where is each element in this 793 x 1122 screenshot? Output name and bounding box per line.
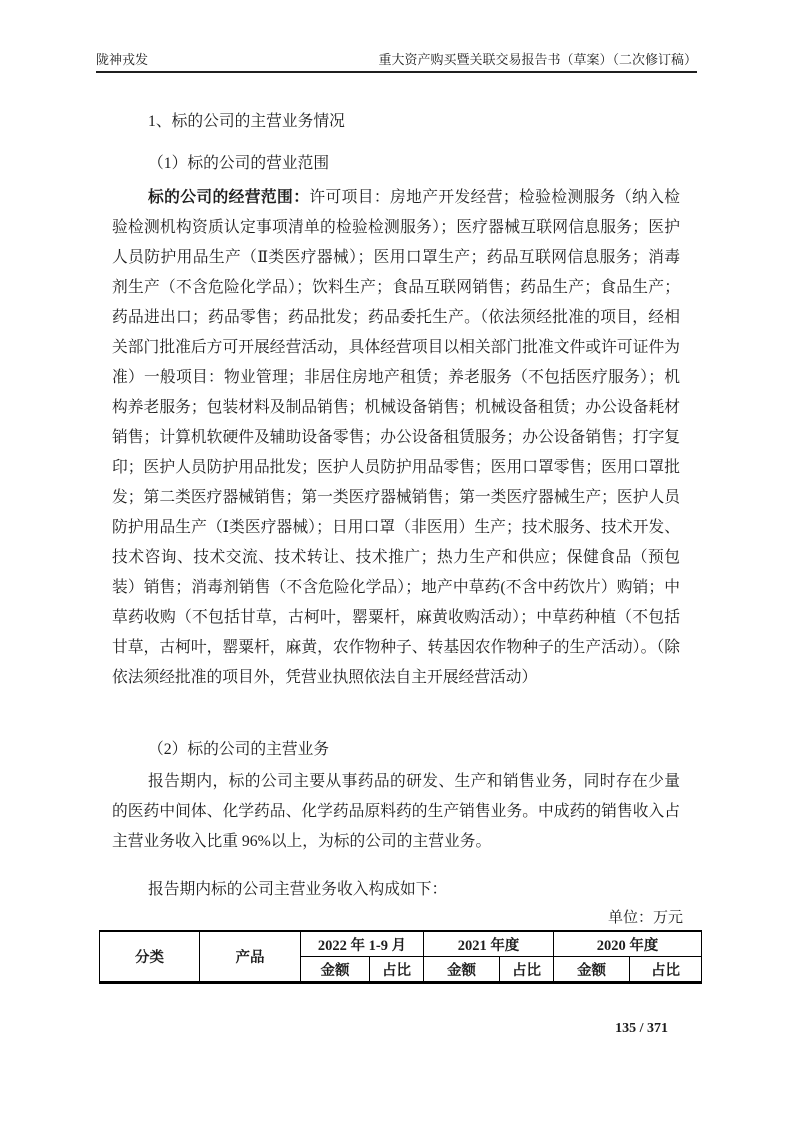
text-column — [112, 107, 680, 905]
col-header-2022-amount: 金额 — [301, 957, 370, 983]
col-header-2021-amount: 金额 — [424, 957, 500, 983]
header-company-name: 陇神戎发 — [96, 52, 149, 67]
heading-main-business: 1、标的公司的主营业务情况 — [148, 113, 345, 130]
header-report-title: 重大资产购买暨关联交易报告书（草案）（二次修订稿） — [378, 52, 697, 67]
business-scope-lead: 标的公司的经营范围： — [148, 189, 310, 206]
paragraph-business-scope — [112, 183, 680, 693]
main-business-income-table — [99, 930, 702, 984]
paragraph-main-operations: 报告期内，标的公司主要从事药品的研发、生产和销售业务，同时存在少量的医药中间体、化学药品、化学药品原料药的生产销售业务。中成药的销售收入占主营业务收入比重 96%以上，为标的公司的主营业务。 — [112, 773, 680, 850]
heading-main-operations: （2）标的公司的主营业务 — [148, 741, 330, 758]
col-header-product: 产品 — [200, 931, 301, 983]
page-number: 135 / 371 — [615, 1021, 668, 1036]
table-header-row-periods — [100, 931, 702, 957]
paragraph-table-intro: 报告期内标的公司主营业务收入构成如下： — [148, 881, 448, 898]
col-header-2020-ratio: 占比 — [630, 957, 702, 983]
col-header-2021-ratio: 占比 — [500, 957, 554, 983]
col-header-category: 分类 — [100, 931, 200, 983]
col-header-period-2022: 2022 年 1-9 月 — [301, 931, 424, 957]
business-scope-text: 许可项目：房地产开发经营；检验检测服务（纳入检验检测机构资质认定事项清单的检验检测服务）；医疗器械互联网信息服务；医护人员防护用品生产（Ⅱ类医疗器械）；医用口罩生产；药品互联网信息服务；消毒剂生产（不含危险化学品）；饮料生产；食品互联网销售；药品生产；食品生产；药品进出口；药品零售；药品批发；药品委托生产。（依法须经批准的项目，经相关部门批准后方可开展经营活动，具体经营项目以相关部门批准文件或许可证件为准）一般项目：物业管理；非居住房地产租赁；养老服务（不包括医疗服务）；机构养老服务；包装材料及制品销售；机械设备销售；机械设备租赁；办公设备耗材销售；计算机软硬件及辅助设备零售；办公设备租赁服务；办公设备销售；打字复印；医护人员防护用品批发；医护人员防护用品零售；医用口罩零售；医用口罩批发；第二类医疗器械销售；第一类医疗器械销售；第一类医疗器械生产；医护人员防护用品生产（Ⅰ类医疗器械）；日用口罩（非医用）生产；技术服务、技术开发、技术咨询、技术交流、技术转让、技术推广；热力生产和供应；保健食品（预包装）销售；消毒剂销售（不含危险化学品）；地产中草药(不含中药饮片）购销；中草药收购（不包括甘草，古柯叶，罂粟杆，麻黄收购活动）；中草药种植（不包括甘草，古柯叶，罂粟杆，麻黄，农作物种子、转基因农作物种子的生产活动）。（除依法须经批准的项目外，凭营业执照依法自主开展经营活动） — [112, 189, 680, 686]
col-header-2020-amount: 金额 — [554, 957, 630, 983]
col-header-period-2020: 2020 年度 — [554, 931, 702, 957]
document-body — [96, 71, 697, 984]
col-header-2022-ratio: 占比 — [370, 957, 424, 983]
running-header — [96, 52, 697, 73]
heading-business-scope: （1）标的公司的营业范围 — [148, 155, 330, 172]
unit-note: 单位：万元 — [607, 910, 683, 926]
col-header-period-2021: 2021 年度 — [424, 931, 554, 957]
